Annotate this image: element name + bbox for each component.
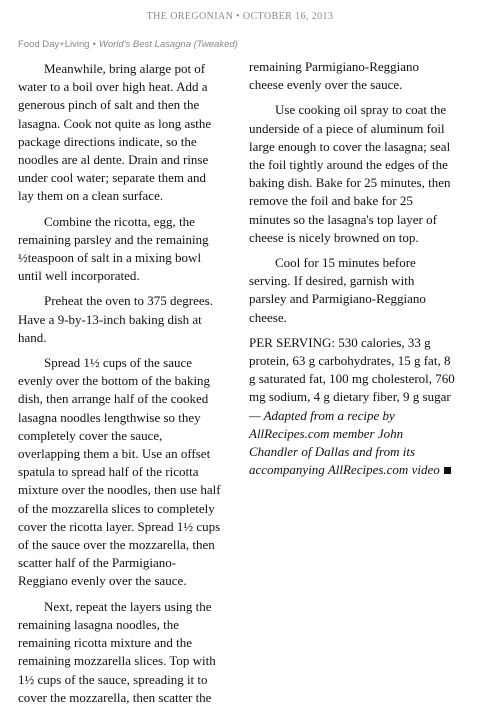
section-name: Food Day+Living xyxy=(18,39,90,50)
story-title: World's Best Lasagna (Tweaked) xyxy=(98,39,238,50)
paragraph-first-layer: Spread 1½ cups of the sauce evenly over the bottom of the baking dish, then arrange half of the cooked lasagna noodles lengthwise so they completely cover the sauce, overlapping them a bit. Use an offset spatula to spread half of the ricotta mixture over the noodles, then use half of the mozzarella slices to completely cover the ricotta layer. Spread 1½ cups of the sauce over the mozzarella, then scatter half of the Parmigiano-Reggiano evenly over the sauce. xyxy=(18,355,221,589)
credit-text: — Adapted from a recipe by AllRecipes.com member John Chandler of Dallas and from its accompanying AllRecipes.com video xyxy=(249,407,440,478)
section-bullet: • xyxy=(92,39,96,50)
end-of-story-mark xyxy=(444,467,451,474)
paragraph-bake: Use cooking oil spray to coat the underside of a piece of aluminum foil large enough to cover the lasagna; seal the foil tightly around the edges of the baking dish. Bake for 25 minutes, then remove the foil and bake for 25 minutes so the lasagna's top layer of cheese is nicely browned on top. xyxy=(249,102,451,245)
nutrition-info: PER SERVING: 530 calories, 33 g protein, 63 g carbohydrates, 15 g fat, 8 g saturated fat, 100 mg cholesterol, 760 mg sodium, 4 g dietary fiber, 9 g sugar xyxy=(249,334,455,405)
paragraph-preheat: Preheat the oven to 375 degrees. Have a 9-by-13-inch baking dish at hand. xyxy=(18,293,213,345)
paragraph-ricotta-mixture: Combine the ricotta, egg, the remaining parsley and the remaining ½teaspoon of salt in a mixing bowl until well incorporated. xyxy=(18,213,209,284)
paragraph-second-layer: Next, repeat the layers using the remaining lasagna noodles, the remaining ricotta mixture and the remaining mozzarella slices. Top with 1½ cups of the sauce, spreading it to cover the mozzarella, then scatter the xyxy=(18,598,216,705)
masthead: THE OREGONIAN • OCTOBER 16, 2013 xyxy=(146,11,334,22)
paragraph-continuation: remaining Parmigiano-Reggiano cheese evenly over the sauce. xyxy=(249,59,420,93)
section-header xyxy=(18,39,238,50)
paragraph-cool: Cool for 15 minutes before serving. If desired, garnish with parsley and Parmigiano-Reggiano cheese. xyxy=(249,255,426,325)
left-column xyxy=(18,60,224,714)
paragraph-boil-noodles: Meanwhile, bring alarge pot of water to a boil over high heat. Add a generous pinch of salt and then the lasagna. Cook not quite as long asthe package directions indicate, so the noodles are al dente. Drain and rinse under cool water; separate them and lay them on a clean surface. xyxy=(18,61,212,204)
right-column xyxy=(249,58,455,486)
recipe-credit xyxy=(249,407,455,480)
